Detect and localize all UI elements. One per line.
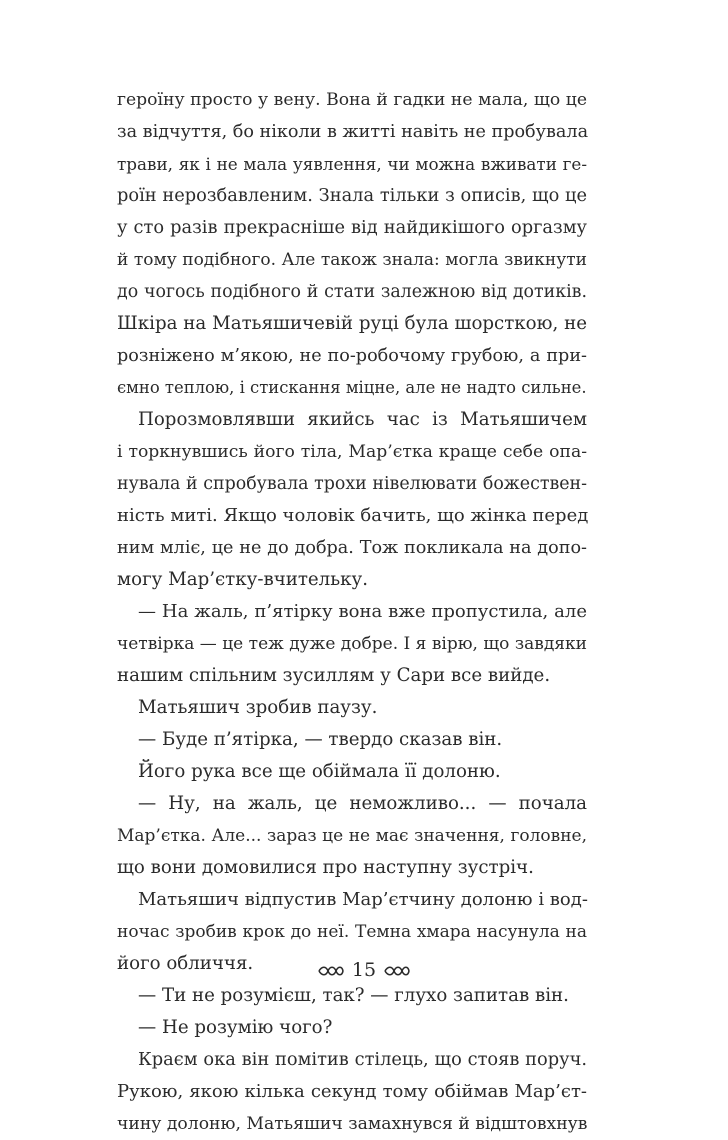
text-line: нашим спільним зусиллям у Сари все вийде. — [117, 665, 551, 686]
text-line: четвірка — це теж дуже добре. І я вірю, що завдяки — [117, 634, 587, 654]
text-line: й тому подібного. Але також знала: могла звикнути — [117, 250, 587, 270]
text-line: могу Мар’єтку-вчительку. — [117, 569, 368, 590]
text-line: — Буде п’ятірка, — твердо сказав він. — [138, 729, 503, 750]
text-line: ність миті. Якщо чоловік бачить, що жінка перед — [117, 505, 589, 526]
braid-ornament-right-icon — [384, 965, 410, 977]
text-line: у сто разів прекрасніше від найдикішого оргазму — [117, 217, 587, 238]
page-number: 15 — [351, 959, 377, 981]
braid-ornament-left-icon — [318, 965, 344, 977]
text-line: трави, як і не мала уявлення, чи можна вживати ге- — [117, 154, 587, 174]
text-line: — Ну, на жаль, це неможливо... — почала — [138, 793, 587, 814]
text-line: роїн нерозбавленим. Знала тільки з описів, що це — [117, 185, 587, 206]
text-line: чину долоню, Матьяшич замахнувся й відштовхнув — [117, 1114, 588, 1134]
text-line: що вони домовилися про наступну зустріч. — [117, 857, 534, 878]
text-line: — Не розумію чого? — [138, 1017, 333, 1038]
text-line: ночас зробив крок до неї. Темна хмара насунула на — [117, 922, 587, 942]
text-line: ним мліє, це не до добра. Тож покликала на допо- — [117, 538, 587, 558]
text-line: розніжено м’якою, не по-робочому грубою, а при- — [117, 346, 587, 366]
text-line: героїну просто у вену. Вона й гадки не мала, що це — [117, 90, 587, 110]
text-line: Шкіра на Матьяшичевій руці була шорсткою, не — [117, 313, 587, 334]
text-line: за відчуття, бо ніколи в житті навіть не пробувала — [117, 122, 589, 142]
text-line: нувала й спробувала трохи нівелювати божествен- — [117, 474, 587, 494]
text-line: Порозмовлявши якийсь час із Матьяшичем — [138, 409, 587, 430]
text-line: Краєм ока він помітив стілець, що стояв поруч. — [138, 1049, 587, 1070]
text-line: Рукою, якою кілька секунд тому обіймав Мар’єт- — [117, 1081, 587, 1102]
text-line: — На жаль, п’ятірку вона вже пропустила, але — [138, 601, 587, 622]
text-line: і торкнувшись його тіла, Мар’єтка краще себе опа- — [117, 442, 587, 462]
text-line: — Ти не розумієш, так? — глухо запитав він. — [138, 985, 569, 1006]
text-line: ємно теплою, і стискання міцне, але не надто сильне. — [117, 378, 587, 397]
text-line: Мар’єтка. Але... зараз це не має значення, головне, — [117, 826, 587, 846]
text-line: Його рука все ще обіймала її долоню. — [138, 761, 501, 782]
text-line: його обличчя. — [117, 953, 254, 974]
text-line: до чогось подібного й стати залежною від дотиків. — [117, 282, 587, 302]
text-line: Матьяшич відпустив Мар’єтчину долоню і вод- — [138, 889, 588, 910]
text-line: Матьяшич зробив паузу. — [138, 697, 378, 718]
page-footer — [0, 958, 728, 982]
